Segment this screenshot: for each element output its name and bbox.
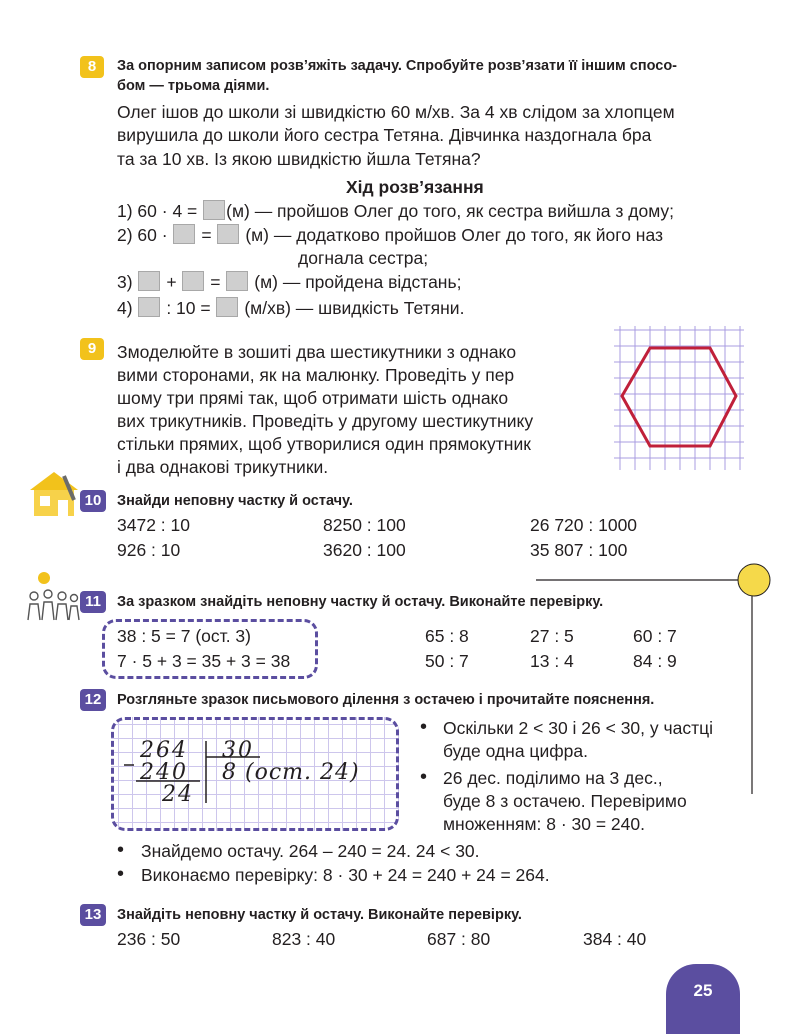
answer-box[interactable] — [203, 200, 225, 220]
step2-start: 2) 60 · — [117, 225, 168, 245]
answer-box[interactable] — [226, 271, 248, 291]
task-11-item: 65 : 8 — [425, 626, 469, 646]
answer-box[interactable] — [216, 297, 238, 317]
task-12-badge: 12 — [80, 689, 106, 711]
task-8-heading: Хід розв’язання — [346, 177, 484, 197]
task-13-badge: 13 — [80, 904, 106, 926]
task-8-step-4 — [117, 296, 464, 320]
bullet-dot: • — [117, 863, 125, 885]
task-8-step-2 — [117, 223, 663, 247]
step2-eq: = — [201, 225, 212, 245]
step1-end: (м) — пройшов Олег до того, як сестра вийшла з дому; — [226, 201, 675, 221]
task-8-badge: 8 — [80, 56, 104, 78]
task-9-line4: вих трикутників. Проведіть у другому шестикутнику — [117, 411, 534, 431]
task-12-title: Розгляньте зразок письмового ділення з остачею і прочитайте пояснення. — [117, 692, 655, 708]
step3-end: (м) — пройдена відстань; — [254, 272, 462, 292]
answer-box[interactable] — [138, 297, 160, 317]
answer-box[interactable] — [138, 271, 160, 291]
task-10-item: 3620 : 100 — [323, 540, 406, 560]
step3-eq: = — [210, 272, 221, 292]
task-11-example-line1: 38 : 5 = 7 (ост. 3) — [117, 626, 251, 646]
step4-start: 4) — [117, 298, 133, 318]
task-8-text-line2: вирушила до школи його сестра Тетяна. Дівчинка наздогнала бра — [117, 125, 652, 145]
task-9-line6: і два однакові трикутники. — [117, 457, 329, 477]
hexagon-shape — [622, 348, 736, 446]
task-11-badge: 11 — [80, 591, 106, 613]
answer-box[interactable] — [217, 224, 239, 244]
hand-remainder: 24 — [162, 782, 194, 807]
task-12-bullet2-line1: 26 дес. поділимо на 3 дес., — [443, 768, 663, 788]
task-8-text-line3: та за 10 хв. Із якою швидкістю йшла Тетяна? — [117, 149, 481, 169]
answer-box[interactable] — [182, 271, 204, 291]
task-8-step-2-cont: догнала сестра; — [298, 248, 429, 268]
task-10-item: 8250 : 100 — [323, 515, 406, 535]
task-12-bullet3: Знайдемо остачу. 264 – 240 = 24. 24 < 30. — [141, 841, 480, 861]
task-11-item: 27 : 5 — [530, 626, 574, 646]
task-9-line2: вими сторонами, як на малюнку. Проведіть у пер — [117, 365, 515, 385]
hand-dividend: 264 — [140, 738, 188, 763]
task-8-title-line2: бом — трьома діями. — [117, 78, 270, 94]
step1-start: 1) 60 · 4 = — [117, 201, 198, 221]
task-11-item: 84 : 9 — [633, 651, 677, 671]
task-12-bullet1-line2: буде одна цифра. — [443, 741, 588, 761]
task-11-example-line2: 7 · 5 + 3 = 35 + 3 = 38 — [117, 651, 291, 671]
task-12-bullet1-line1: Оскільки 2 < 30 і 26 < 30, у частці — [443, 718, 714, 738]
hand-result: 8 (ост. 24) — [222, 760, 360, 785]
task-8-step-1 — [117, 199, 674, 223]
task-8-step-3 — [117, 270, 461, 294]
task-12-bullet2-line3: множенням: 8 · 30 = 240. — [443, 814, 645, 834]
step2-end: (м) — додатково пройшов Олег до того, як його наз — [245, 225, 664, 245]
task-12-bullet2-line2: буде 8 з остачею. Перевіримо — [443, 791, 687, 811]
task-11-item: 50 : 7 — [425, 651, 469, 671]
task-9-badge: 9 — [80, 338, 104, 360]
answer-box[interactable] — [173, 224, 195, 244]
children-lightbulb-icon — [24, 570, 80, 622]
task-10-title: Знайди неповну частку й остачу. — [117, 493, 353, 509]
task-8-text-line1: Олег ішов до школи зі швидкістю 60 м/хв. За 4 хв слідом за хлопцем — [117, 102, 675, 122]
hand-divisor: 30 — [222, 738, 254, 763]
task-10-item: 926 : 10 — [117, 540, 181, 560]
task-8-title-line1: За опорним записом розв’яжіть задачу. Спробуйте розв’язати її іншим спосо- — [117, 58, 678, 74]
task-13-title: Знайдіть неповну частку й остачу. Виконайте перевірку. — [117, 907, 522, 923]
bullet-dot: • — [117, 839, 125, 861]
task-13-item: 823 : 40 — [272, 929, 336, 949]
task-10-badge: 10 — [80, 490, 106, 512]
bullet-dot: • — [420, 766, 428, 788]
step3-plus: + — [166, 272, 177, 292]
task-11-item: 60 : 7 — [633, 626, 677, 646]
task-13-item: 236 : 50 — [117, 929, 181, 949]
step4-end: (м/хв) — швидкість Тетяни. — [244, 298, 465, 318]
page-number: 25 — [666, 964, 740, 1034]
task-10-item: 3472 : 10 — [117, 515, 190, 535]
hexagon-grid-figure — [614, 326, 744, 470]
task-11-item: 13 : 4 — [530, 651, 574, 671]
step3-start: 3) — [117, 272, 133, 292]
step4-div: : 10 = — [166, 298, 211, 318]
task-10-item: 26 720 : 1000 — [530, 515, 638, 535]
task-9-line1: Змоделюйте в зошиті два шестикутники з однако — [117, 342, 517, 362]
task-10-item: 35 807 : 100 — [530, 540, 628, 560]
bullet-dot: • — [420, 716, 428, 738]
hand-subtrahend: 240 — [140, 760, 188, 785]
task-9-line5: стільки прямих, щоб утворилися один прямокутник — [117, 434, 531, 454]
task-12-bullet4: Виконаємо перевірку: 8 · 30 + 24 = 240 + 24 = 264. — [141, 865, 550, 885]
task-13-item: 687 : 80 — [427, 929, 491, 949]
house-pencil-icon — [28, 470, 80, 518]
task-11-title: За зразком знайдіть неповну частку й остачу. Виконайте перевірку. — [117, 594, 604, 610]
task-9-line3: шому три прямі так, щоб отримати шість однако — [117, 388, 509, 408]
task-13-item: 384 : 40 — [583, 929, 647, 949]
